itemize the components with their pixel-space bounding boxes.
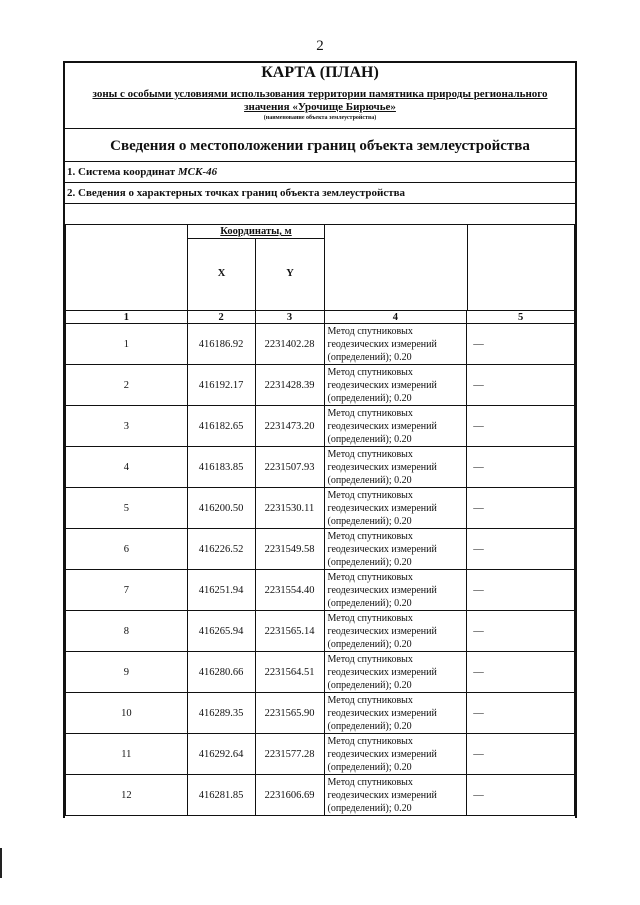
coord-x: 416251.94 — [187, 570, 255, 611]
coords-header: Координаты, м — [220, 226, 292, 237]
coord-y: 2231565.90 — [255, 693, 324, 734]
method-cell: Метод спутниковых геодезических измерений (определений); 0.20 — [324, 529, 467, 570]
method-cell: Метод спутниковых геодезических измерений (определений); 0.20 — [324, 734, 467, 775]
point-number: 11 — [66, 734, 188, 775]
note-cell: — — [467, 693, 575, 734]
coordinates-table — [65, 310, 575, 816]
method-cell: Метод спутниковых геодезических измерений (определений); 0.20 — [324, 447, 467, 488]
coord-y: 2231549.58 — [255, 529, 324, 570]
table-row — [66, 447, 575, 488]
coord-x: 416182.65 — [187, 406, 255, 447]
method-cell: Метод спутниковых геодезических измерений (определений); 0.20 — [324, 570, 467, 611]
point-number: 8 — [66, 611, 188, 652]
header-cell-point — [65, 224, 188, 311]
note-cell: — — [467, 447, 575, 488]
col-number-3: 3 — [255, 311, 324, 324]
point-number: 4 — [66, 447, 188, 488]
divider — [63, 161, 577, 162]
method-cell: Метод спутниковых геодезических измерений (определений); 0.20 — [324, 693, 467, 734]
table-body — [66, 311, 575, 816]
table-row — [66, 529, 575, 570]
column-number-row — [66, 311, 575, 324]
table-row — [66, 570, 575, 611]
point-number: 10 — [66, 693, 188, 734]
table-row — [66, 365, 575, 406]
coord-x: 416292.64 — [187, 734, 255, 775]
col-number-5: 5 — [467, 311, 575, 324]
note-cell: — — [467, 734, 575, 775]
coord-y: 2231565.14 — [255, 611, 324, 652]
col-number-2: 2 — [187, 311, 255, 324]
coord-y: 2231606.69 — [255, 775, 324, 816]
table-row — [66, 488, 575, 529]
header-cell-method — [324, 224, 468, 311]
map-subtitle-line2: значения «Урочище Бирючье» — [244, 101, 396, 113]
note-cell: — — [467, 652, 575, 693]
point-number: 6 — [66, 529, 188, 570]
coord-y: 2231554.40 — [255, 570, 324, 611]
coord-x: 416186.92 — [187, 324, 255, 365]
coord-system-value: МСК-46 — [177, 166, 218, 178]
note-cell: — — [467, 324, 575, 365]
coord-x: 416280.66 — [187, 652, 255, 693]
col-x-label: X — [217, 268, 226, 279]
col-number-4: 4 — [324, 311, 467, 324]
points-section-label: 2. Сведения о характерных точках границ объекта землеустройства — [67, 187, 406, 199]
coord-x: 416183.85 — [187, 447, 255, 488]
coord-y: 2231564.51 — [255, 652, 324, 693]
divider — [63, 203, 577, 204]
coord-y: 2231530.11 — [255, 488, 324, 529]
note-cell: — — [467, 611, 575, 652]
coord-x: 416265.94 — [187, 611, 255, 652]
table-row — [66, 611, 575, 652]
coord-x: 416226.52 — [187, 529, 255, 570]
coord-y: 2231428.39 — [255, 365, 324, 406]
point-number: 5 — [66, 488, 188, 529]
note-cell: — — [467, 406, 575, 447]
coord-system-label: 1. Система координат — [67, 166, 178, 178]
coord-x: 416192.17 — [187, 365, 255, 406]
divider — [63, 128, 577, 129]
note-cell: — — [467, 775, 575, 816]
note-cell: — — [467, 488, 575, 529]
point-number: 7 — [66, 570, 188, 611]
coord-system-row — [67, 166, 217, 178]
point-number: 3 — [66, 406, 188, 447]
method-cell: Метод спутниковых геодезических измерений (определений); 0.20 — [324, 611, 467, 652]
method-cell: Метод спутниковых геодезических измерений (определений); 0.20 — [324, 406, 467, 447]
object-caption: (наименование объекта землеустройства) — [263, 115, 377, 121]
header-cell-note — [467, 224, 575, 311]
note-cell: — — [467, 529, 575, 570]
scan-edge-mark — [0, 848, 2, 878]
note-cell: — — [467, 570, 575, 611]
map-title: КАРТА (ПЛАН) — [261, 64, 379, 81]
coord-x: 416289.35 — [187, 693, 255, 734]
point-number: 9 — [66, 652, 188, 693]
table-row — [66, 775, 575, 816]
coord-y: 2231473.20 — [255, 406, 324, 447]
table-row — [66, 693, 575, 734]
title-block — [63, 61, 577, 128]
point-number: 2 — [66, 365, 188, 406]
table-row — [66, 734, 575, 775]
method-cell: Метод спутниковых геодезических измерений (определений); 0.20 — [324, 652, 467, 693]
method-cell: Метод спутниковых геодезических измерений (определений); 0.20 — [324, 324, 467, 365]
coord-y: 2231402.28 — [255, 324, 324, 365]
col-number-1: 1 — [66, 311, 188, 324]
table-row — [66, 406, 575, 447]
page-number: 2 — [316, 38, 324, 54]
point-number: 1 — [66, 324, 188, 365]
point-number: 12 — [66, 775, 188, 816]
divider — [63, 182, 577, 183]
coord-y: 2231577.28 — [255, 734, 324, 775]
method-cell: Метод спутниковых геодезических измерений (определений); 0.20 — [324, 775, 467, 816]
table-row — [66, 324, 575, 365]
note-cell: — — [467, 365, 575, 406]
map-subtitle-line1: зоны с особыми условиями использования территории памятника природы регионального — [92, 88, 548, 100]
col-y-label: Y — [286, 268, 294, 279]
coord-y: 2231507.93 — [255, 447, 324, 488]
section-title: Сведения о местоположении границ объекта землеустройства — [110, 138, 530, 154]
method-cell: Метод спутниковых геодезических измерений (определений); 0.20 — [324, 488, 467, 529]
table-row — [66, 652, 575, 693]
coord-x: 416200.50 — [187, 488, 255, 529]
coord-x: 416281.85 — [187, 775, 255, 816]
method-cell: Метод спутниковых геодезических измерений (определений); 0.20 — [324, 365, 467, 406]
